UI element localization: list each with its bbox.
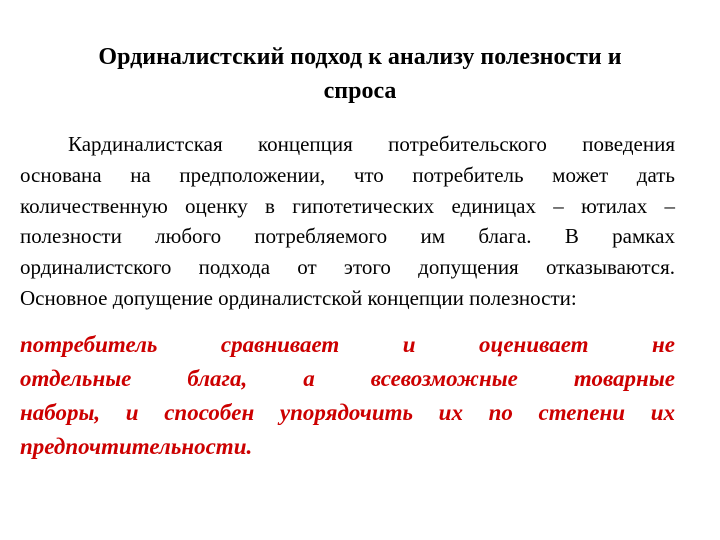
slide-title	[40, 40, 680, 108]
slide-title-line-1: Ординалистский подход к анализу полезности и	[98, 44, 622, 70]
body-line-2: основана на предположении, что потребитель может дать	[20, 162, 675, 187]
body-line-1: Кардиналистская концепция потребительского поведения	[68, 132, 675, 156]
body-paragraph	[20, 129, 675, 314]
emphasis-line-4: предпочтительности.	[20, 434, 253, 459]
body-line-3: количественную оценку в гипотетических единицах – ютилах –	[20, 193, 675, 218]
body-line-6: Основное допущение ординалистской концепции полезности:	[20, 285, 577, 310]
emphasis-paragraph	[20, 328, 675, 464]
body-line-4: полезности любого потребляемого им блага. В рамках	[20, 224, 675, 249]
slide-title-line-2: спроса	[323, 78, 397, 104]
body-line-5: ординалистского подхода от этого допущения отказываются.	[20, 255, 675, 280]
emphasis-line-3: наборы, и способен упорядочить их по степени их	[20, 400, 675, 425]
emphasis-line-2: отдельные блага, а всевозможные товарные	[20, 366, 675, 391]
emphasis-line-1: потребитель сравнивает и оценивает не	[20, 332, 675, 357]
